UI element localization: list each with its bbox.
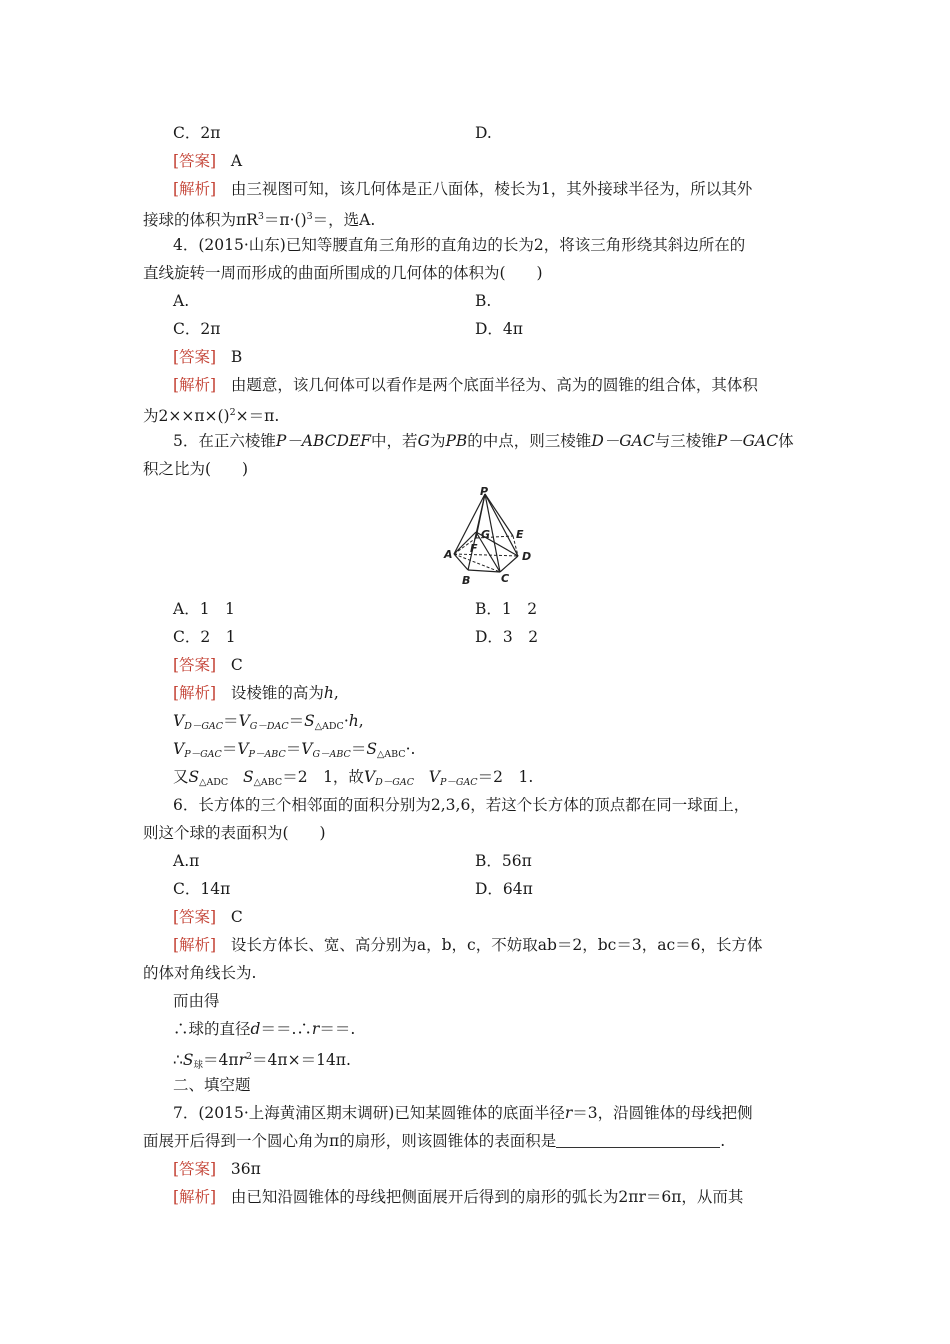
- q6-option-a: A.π: [173, 852, 200, 870]
- label-a: A: [444, 548, 453, 561]
- q5-stem-line2: 积之比为( ): [143, 460, 249, 478]
- label-e: E: [516, 528, 524, 541]
- q4-option-b: B.: [475, 292, 492, 310]
- q4-option-d: D．4π: [475, 320, 523, 338]
- answer-blank: [556, 1133, 720, 1148]
- q4-answer: B: [230, 348, 243, 366]
- q5-analysis-line1: [解析] 设棱锥的高为h,: [173, 684, 339, 702]
- q3-option-c: C．2π: [173, 124, 221, 142]
- q6-analysis-line4: ∴球的直径d＝＝.∴r＝＝.: [173, 1020, 356, 1038]
- analysis-tag: [解析]: [173, 180, 217, 198]
- answer-tag: [答案]: [173, 152, 217, 170]
- q4-stem-line1: 4．(2015·山东)已知等腰直角三角形的直角边的长为2，将该三角形绕其斜边所在的: [173, 236, 746, 254]
- q6-analysis-line1: [解析] 设长方体长、宽、高分别为a，b，c，不妨取ab＝2，bc＝3，ac＝6，长方体: [173, 936, 763, 954]
- q6-stem-line2: 则这个球的表面积为( ): [143, 824, 326, 842]
- q6-analysis-line3: 而由得: [173, 992, 220, 1010]
- q5-option-c: C．2 1: [173, 628, 236, 646]
- label-g: G: [481, 528, 491, 541]
- q7-stem-line2: 面展开后得到一个圆心角为π的扇形，则该圆锥体的表面积是 .: [143, 1132, 726, 1150]
- q6-option-d: D．64π: [475, 880, 533, 898]
- q5-option-b: B．1 2: [475, 600, 538, 618]
- q3-analysis-line1: [解析] 由三视图可知，该几何体是正八面体，棱长为1，其外接球半径为，所以其外: [173, 180, 753, 198]
- q3-analysis-line2: 接球的体积为$\pi R^3=\pi\cdot()^3=$，选A.: [143, 211, 376, 229]
- label-d: D: [522, 550, 532, 563]
- answer-tag: [答案]: [173, 908, 217, 926]
- analysis-tag: [解析]: [173, 376, 217, 394]
- q7-analysis-line1: [解析] 由已知沿圆锥体的母线把侧面展开后得到的扇形的弧长为2πr＝6π，从而其: [173, 1188, 744, 1206]
- answer-tag: [答案]: [173, 1160, 217, 1178]
- q4-answer-line: [173, 347, 242, 369]
- q4-analysis-line1: [解析] 由题意，该几何体可以看作是两个底面半径为、高为的圆锥的组合体，其体积: [173, 376, 758, 394]
- q6-stem-line1: 6．长方体的三个相邻面的面积分别为2,3,6，若这个长方体的顶点都在同一球面上，: [173, 796, 750, 814]
- q7-answer: 36π: [230, 1160, 261, 1178]
- label-p: P: [480, 486, 489, 498]
- label-c: C: [501, 572, 510, 585]
- section-heading: 二、填空题: [173, 1076, 251, 1094]
- analysis-tag: [解析]: [173, 684, 217, 702]
- q5-equation-3: 又$S_{\triangle ADC}$ $S_{\triangle ABC}=2$ 1，故$V_{D-GAC}$ $V_{P-GAC}=2$ 1.: [173, 768, 534, 788]
- answer-tag: [答案]: [173, 348, 217, 366]
- hexagonal-pyramid-figure: [440, 486, 540, 588]
- analysis-tag: [解析]: [173, 1188, 217, 1206]
- label-f: F: [470, 542, 478, 555]
- q5-equation-1: $V_{D-GAC}=V_{G-DAC}=S_{\triangle ADC}\cdot h$,: [173, 712, 364, 732]
- q7-stem-line1: 7．(2015·上海黄浦区期末调研)已知某圆锥体的底面半径r＝3，沿圆锥体的母线把侧: [173, 1104, 753, 1122]
- answer-tag: [答案]: [173, 656, 217, 674]
- q5-equation-2: $V_{P-GAC}=V_{P-ABC}=V_{G-ABC}=S_{\triangle ABC}\cdot$.: [173, 740, 416, 760]
- q6-option-b: B．56π: [475, 852, 532, 870]
- q6-answer: C: [230, 908, 243, 926]
- q3-answer-line: [173, 151, 242, 173]
- q4-option-a: A.: [173, 292, 190, 310]
- analysis-tag: [解析]: [173, 936, 217, 954]
- q5-answer-line: [173, 655, 243, 677]
- q5-option-d: D．3 2: [475, 628, 539, 646]
- q7-answer-line: [173, 1159, 261, 1181]
- q6-analysis-line2: 的体对角线长为.: [143, 964, 257, 982]
- label-b: B: [462, 574, 471, 587]
- q6-analysis-line5: $\therefore S_球=4\pi r^2=4\pi\times=14\pi$.: [173, 1051, 351, 1071]
- q6-answer-line: [173, 907, 243, 929]
- q4-analysis-line2: 为2××π×()$^2$×＝π.: [143, 407, 280, 425]
- q3-option-d: D.: [475, 124, 492, 142]
- q5-option-a: A．1 1: [173, 600, 235, 618]
- q5-answer: C: [230, 656, 243, 674]
- q4-stem-line2: 直线旋转一周而形成的曲面所围成的几何体的体积为( ): [143, 264, 543, 282]
- q3-answer: A: [230, 152, 243, 170]
- q6-option-c: C．14π: [173, 880, 231, 898]
- q4-option-c: C．2π: [173, 320, 221, 338]
- q5-stem-line1: 5．在正六棱锥P－ABCDEF中，若G为PB的中点，则三棱锥D－GAC与三棱锥P－GAC体: [173, 432, 794, 450]
